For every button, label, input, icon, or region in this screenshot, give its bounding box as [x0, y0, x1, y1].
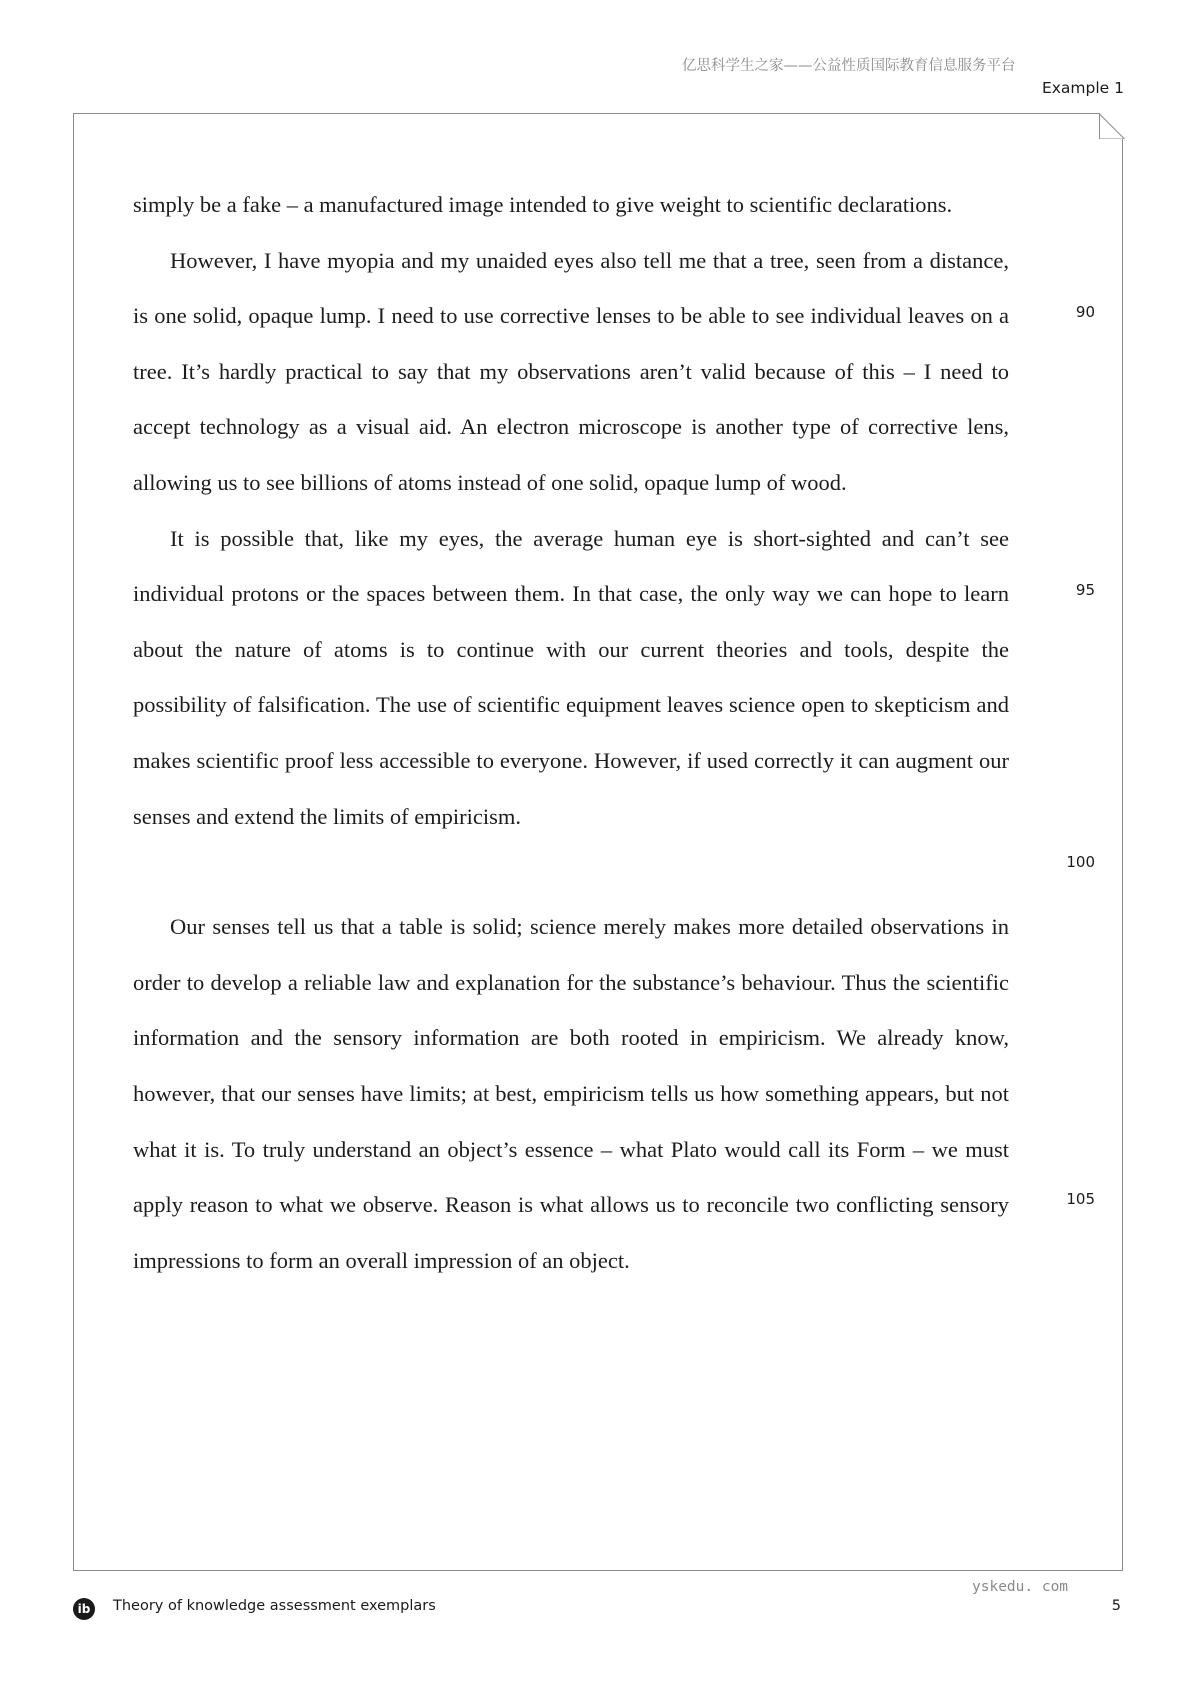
page-number: 5	[1111, 1598, 1121, 1614]
paragraph: However, I have myopia and my unaided eyes also tell me that a tree, seen from a distance, is one solid, opaque lump. I need to use corrective lenses to be able to see individual leaves on a tree. It’s hardly practical to say that my observations aren’t valid because of this – I need to accept technology as a visual aid. An electron microscope is another type of corrective lens, allowing us to see billions of atoms instead of one solid, opaque lump of wood.	[133, 247, 1009, 495]
folded-corner-icon	[1099, 113, 1125, 139]
essay-body	[133, 177, 1009, 1288]
paragraph: simply be a fake – a manufactured image intended to give weight to scientific declarations.	[133, 192, 953, 217]
paragraph-gap	[133, 844, 1009, 899]
footer-title: Theory of knowledge assessment exemplars	[113, 1598, 436, 1614]
line-number: 100	[1066, 853, 1095, 871]
paragraph: It is possible that, like my eyes, the average human eye is short-sighted and can’t see individual protons or the spaces between them. In that case, the only way we can hope to learn about the nature of atoms is to continue with our current theories and tools, despite the possibility of falsification. The use of scientific equipment leaves science open to skepticism and makes scientific proof less accessible to everyone. However, if used correctly it can augment our senses and extend the limits of empiricism.	[133, 525, 1009, 829]
header-watermark: 亿思科学生之家——公益性质国际教育信息服务平台	[682, 58, 1016, 74]
line-number: 105	[1066, 1190, 1095, 1208]
paragraph: Our senses tell us that a table is solid; science merely makes more detailed observations in order to develop a reliable law and explanation for the substance’s behaviour. Thus the scientific information and the sensory information are both rooted in empiricism. We already know, however, that our senses have limits; at best, empiricism tells us how something appears, but not what it is. To truly understand an object’s essence – what Plato would call its Form – we must apply reason to what we observe. Reason is what allows us to reconcile two conflicting sensory impressions to form an overall impression of an object.	[133, 914, 1009, 1273]
line-number: 90	[1075, 303, 1095, 321]
line-number: 95	[1075, 581, 1095, 599]
footer-watermark: yskedu. com	[972, 1579, 1069, 1595]
example-label: Example 1	[1041, 79, 1124, 97]
ib-logo-icon: ib	[73, 1598, 95, 1620]
